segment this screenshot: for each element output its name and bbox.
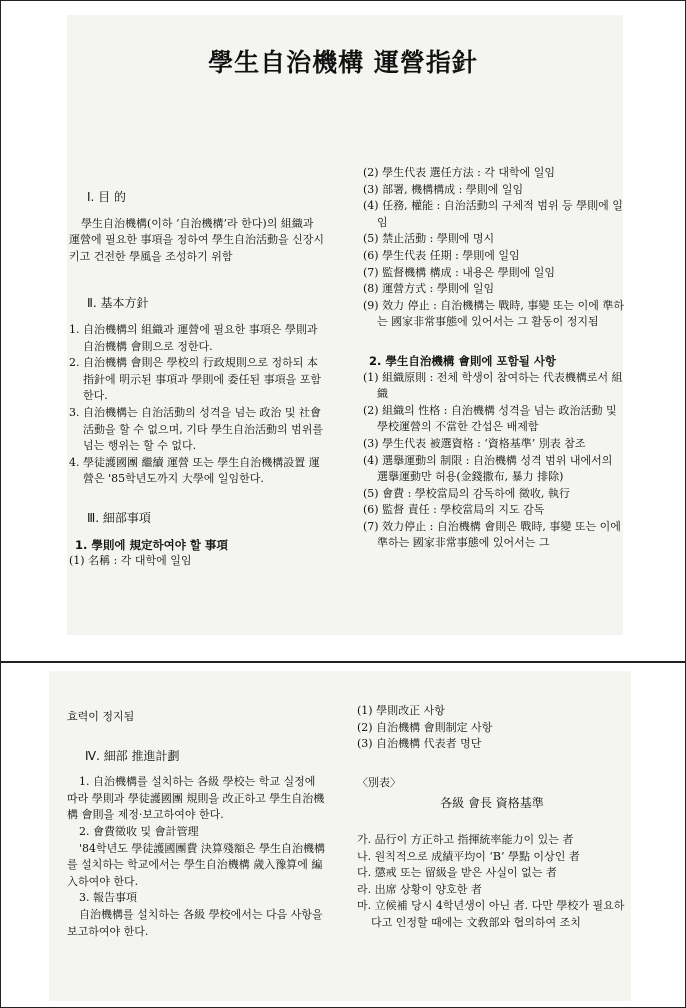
- bylaw-item: (6) 監督 責任 : 學校當局의 지도 감독: [363, 503, 545, 517]
- rule-item: (2) 學生代表 選任方法 : 각 대학에 일임: [363, 166, 556, 179]
- rule-item: (7) 監督機構 構成 : 내용은 學則에 일임: [363, 265, 556, 279]
- criteria-item: 다. 懲戒 또는 留級을 받은 사실이 없는 者: [357, 866, 557, 880]
- plan-item: [67, 774, 329, 824]
- bylaw-item: (4) 選擧運動의 制限 : 自治機構 성격 범위 내에서의 選擧運動만 허용(金錢撒布, 暴力 排除): [363, 453, 613, 484]
- policy-item: 2. 自治機構 會則은 學校의 行政規則으로 정하되 本指針에 明示된 事項과 學則에 委任된 事項을 포함한다.: [69, 356, 321, 403]
- report-item: (3) 自治機構 代表者 명단: [357, 737, 482, 751]
- annex-label: 〈別表〉: [357, 775, 401, 789]
- rule-item: (4) 任務, 權能 : 自治活動의 구체적 범위 등 學則에 일임: [363, 199, 623, 229]
- plan-item-text: '84학년도 學徒護國團費 決算殘額은 學生自治機構를 설치하는 학교에서는 學生自治機構 歲入豫算에 編入하여야 한다.: [67, 841, 326, 888]
- report-item: (2) 自治機構 會則制定 사항: [357, 720, 493, 734]
- plan-item: [67, 824, 329, 841]
- page1-right-column: [363, 165, 625, 552]
- plan-item-number: 1.: [79, 775, 90, 789]
- criteria-item: 가. 品行이 方正하고 指揮統率能力이 있는 者: [357, 832, 574, 846]
- section-heading-purpose: Ⅰ. 目 的: [87, 190, 126, 204]
- rule-item: (6) 學生代表 任期 : 學則에 일임: [363, 248, 520, 262]
- section-heading-plan: Ⅳ. 細部 推進計劃: [85, 748, 180, 763]
- subsection-heading-bylaws: 2. 學生自治機構 會則에 포함될 사항: [369, 353, 557, 368]
- purpose-paragraph: 學生自治機構(이하 ‘自治機構’라 한다)의 組織과 運營에 필요한 事項을 정하여 學生自治活動을 신장시키고 건전한 學風을 조성하기 위함: [69, 216, 324, 263]
- policy-item: 1. 自治機構의 組織과 運營에 필요한 事項은 學則과 自治機構 會則으로 정한다.: [69, 322, 318, 353]
- annex-title: 各級 會長 資格基準: [440, 796, 544, 811]
- rule-item: (8) 運營方式 : 學則에 일임: [363, 282, 495, 296]
- document-page-2: [0, 662, 686, 1008]
- criteria-item: 나. 원칙적으로 成績平均이 ‘B’ 學點 이상인 者: [357, 849, 580, 863]
- plan-item-number: 3.: [79, 891, 90, 905]
- plan-item-text: 自治機構를 설치하는 各級 學校는 학교 실정에 따라 學則과 學徒護國團 規則을 改正하고 學生自治機構 會則을 제정·보고하여야 한다.: [67, 775, 325, 822]
- criteria-item: 마. 立候補 당시 4학년생이 아닌 者. 다만 學校가 필요하다고 인정할 때에는 文敎部와 협의하여 조치: [357, 899, 625, 929]
- plan-item-text: 會費徵收 및 會計管理: [93, 824, 199, 838]
- plan-item-body: [67, 907, 329, 940]
- page2-right-column: [357, 703, 627, 932]
- section-heading-basic-policy: Ⅱ. 基本方針: [87, 296, 149, 311]
- rule-item: (5) 禁止活動 : 學則에 명시: [363, 232, 495, 246]
- plan-item-text: 自治機構를 설치하는 各級 學校에서는 다음 사항을 보고하여야 한다.: [67, 907, 323, 938]
- plan-item: [67, 890, 329, 907]
- document-title: 學生自治機構 運營指針: [208, 48, 478, 77]
- page2-left-column: [67, 709, 329, 940]
- rule-item: (1) 名稱 : 각 대학에 일임: [69, 554, 192, 568]
- report-item: (1) 學則改正 사항: [357, 704, 445, 717]
- criteria-item: 라. 出席 상황이 양호한 者: [357, 882, 482, 896]
- plan-item-text: 報告事項: [93, 891, 137, 905]
- bylaw-item: (2) 組織의 性格 : 自治機構 성격을 넘는 政治活動 및 學校運營의 不當한 간섭은 배제함: [363, 403, 617, 434]
- plan-item-body: [67, 841, 329, 891]
- subsection-heading-school-rules: 1. 學則에 規定하여야 할 事項: [75, 537, 228, 552]
- bylaw-item: (3) 學生代表 被選資格 : ‘資格基準’ 別表 참조: [363, 436, 586, 450]
- plan-item-number: 2.: [79, 824, 90, 838]
- policy-item: 4. 學徒護國團 繼續 運營 또는 學生自治機構設置 運營은 '85학년도까지 大學에 일임한다.: [69, 455, 320, 486]
- policy-item: 3. 自治機構는 自治活動의 성격을 넘는 政治 및 社會活動을 할 수 없으며, 기타 學生自治活動의 범위를 넘는 행위는 할 수 없다.: [69, 405, 323, 453]
- section-heading-details: Ⅲ. 細部事項: [87, 510, 151, 525]
- continued-text: 효력이 정지됨: [67, 710, 135, 723]
- bylaw-item: (7) 效力停止 : 自治機構 會則은 戰時, 事變 또는 이에 準하는 國家非常事態에 있어서는 그: [363, 519, 621, 550]
- page1-left-column: [69, 189, 327, 570]
- bylaw-item: (5) 會費 : 學校當局의 감독하에 徵收, 執行: [363, 486, 570, 500]
- rule-item: (9) 效力 停止 : 自治機構는 戰時, 事變 또는 이에 準하는 國家非常事態에 있어서는 그 활동이 정지됨: [363, 298, 625, 329]
- bylaw-item: (1) 組織原則 : 전체 학생이 참여하는 代表機構로서 組織: [363, 370, 623, 401]
- rule-item: (3) 部署, 機構構成 : 學則에 일임: [363, 182, 524, 196]
